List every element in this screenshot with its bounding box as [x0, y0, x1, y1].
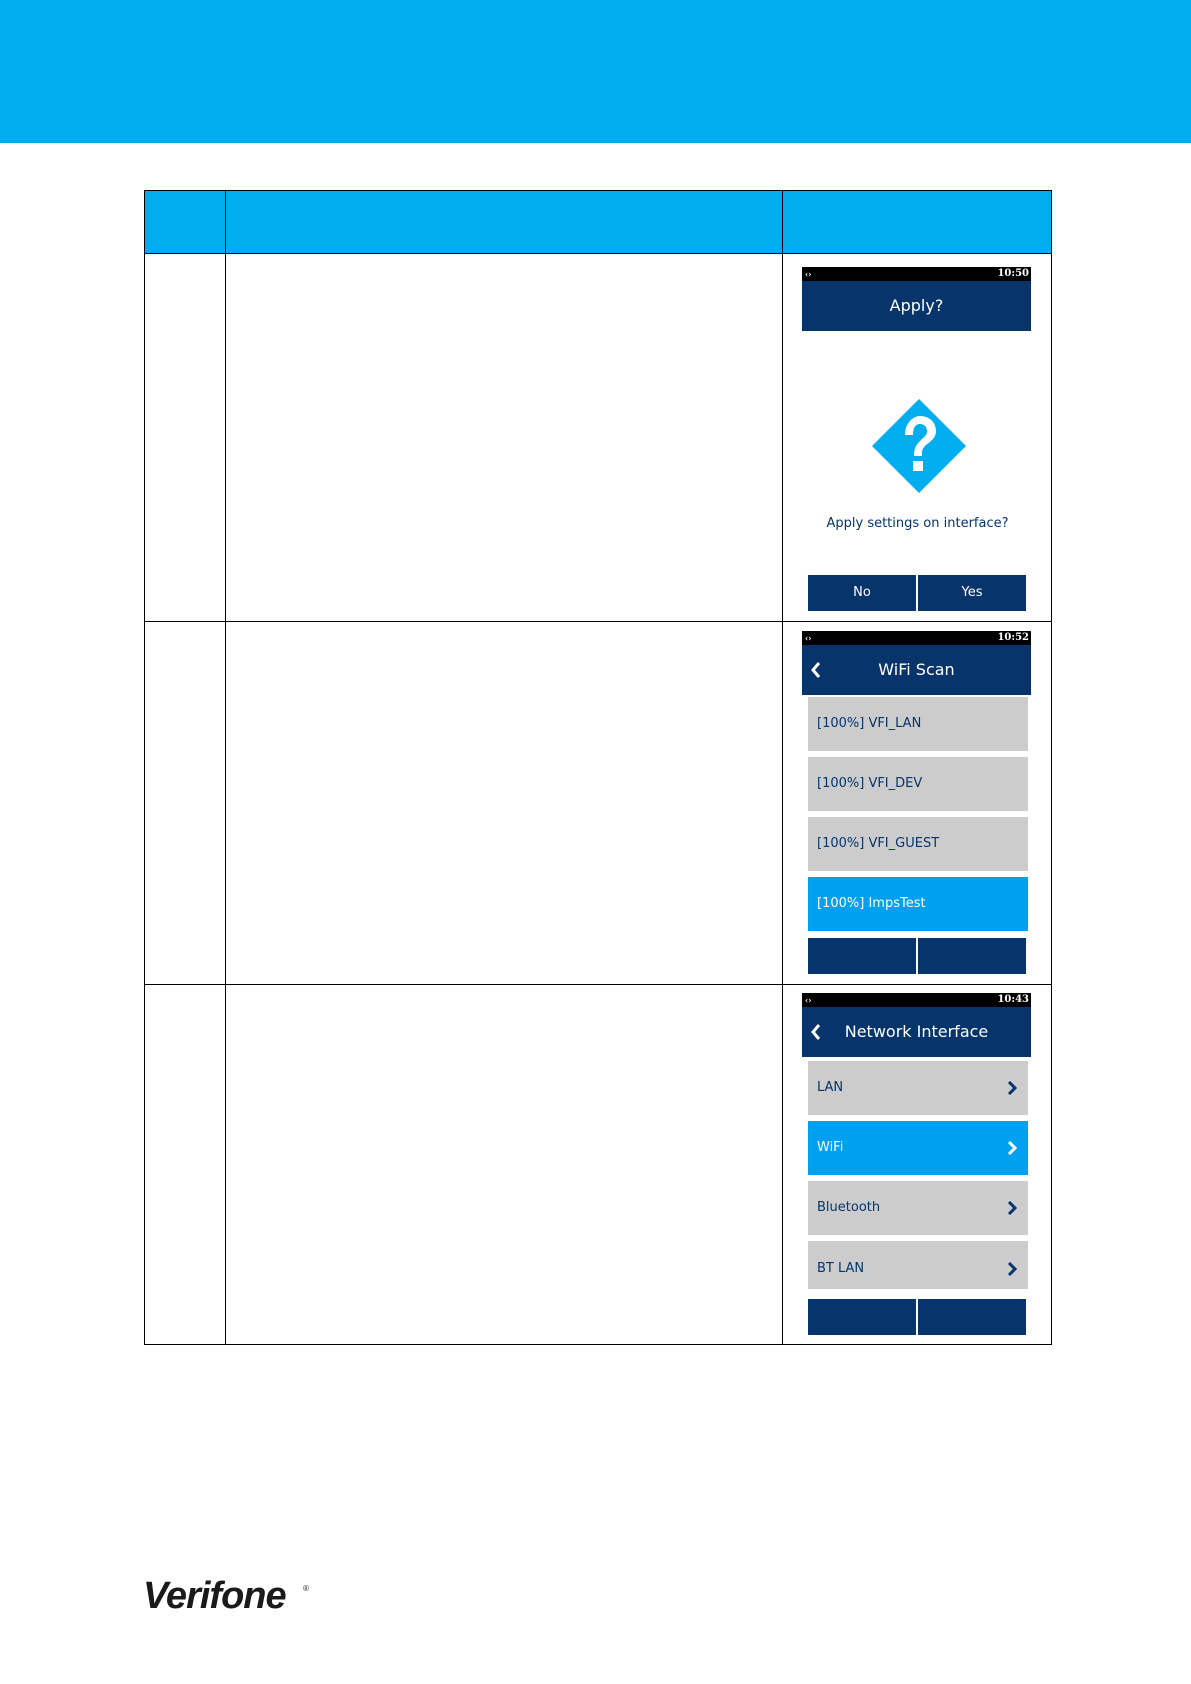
- interface-label: BT LAN: [817, 1261, 865, 1276]
- back-chevron-icon[interactable]: [809, 1022, 823, 1042]
- interface-item-bluetooth[interactable]: [808, 1181, 1028, 1235]
- soft-button-row: [808, 1299, 1026, 1335]
- table-header-row: [145, 191, 1051, 254]
- logo-wordmark: Verifone: [143, 1575, 286, 1615]
- chevron-right-icon: [1007, 1201, 1017, 1215]
- right-soft-button[interactable]: [918, 938, 1026, 974]
- back-chevron-icon[interactable]: [809, 660, 823, 680]
- question-diamond-icon: [871, 398, 967, 494]
- status-bar: [802, 631, 1031, 645]
- wifi-network-label: [100%] VFI_LAN: [817, 716, 922, 731]
- dialog-button-row: [808, 575, 1026, 611]
- chevron-right-icon: [1007, 1262, 1017, 1276]
- yes-button[interactable]: Yes: [918, 575, 1026, 611]
- interface-label: WiFi: [817, 1140, 844, 1155]
- interface-label: Bluetooth: [817, 1200, 881, 1215]
- status-bar: [802, 993, 1031, 1007]
- screen-title-bar: [802, 1007, 1031, 1057]
- chevron-right-icon: [1007, 1081, 1017, 1095]
- status-time: 10:43: [997, 994, 1029, 1005]
- status-time: 10:52: [997, 632, 1029, 643]
- apply-screen: [802, 267, 1031, 617]
- interface-label: LAN: [817, 1080, 844, 1095]
- right-soft-button[interactable]: [918, 1299, 1026, 1335]
- screen-title-bar: [802, 645, 1031, 695]
- no-button[interactable]: No: [808, 575, 916, 611]
- row-divider: [145, 621, 1051, 622]
- network-status-icon: ‹›: [805, 633, 812, 643]
- interface-item-bt-lan[interactable]: [808, 1241, 1028, 1289]
- logo-registered-mark: ®: [303, 1584, 309, 1593]
- network-interface-screen: [802, 993, 1031, 1338]
- wifi-network-item[interactable]: [808, 817, 1028, 871]
- wifi-network-label: [100%] VFI_GUEST: [817, 836, 940, 851]
- chevron-right-icon: [1007, 1141, 1017, 1155]
- column-divider: [225, 191, 226, 1344]
- wifi-scan-screen: [802, 631, 1031, 976]
- interface-item-wifi[interactable]: [808, 1121, 1028, 1175]
- dialog-message: Apply settings on interface?: [826, 516, 1009, 531]
- steps-table: [144, 190, 1052, 1345]
- soft-button-row: [808, 938, 1026, 974]
- left-soft-button[interactable]: [808, 1299, 916, 1335]
- network-status-icon: ‹›: [805, 269, 812, 279]
- row-divider: [145, 984, 1051, 985]
- left-soft-button[interactable]: [808, 938, 916, 974]
- screen-title: Network Interface: [844, 1022, 989, 1041]
- wifi-network-item[interactable]: [808, 697, 1028, 751]
- wifi-network-item-selected[interactable]: [808, 877, 1028, 931]
- verifone-logo: [143, 1575, 313, 1615]
- wifi-network-item[interactable]: [808, 757, 1028, 811]
- screen-title-bar: [802, 281, 1031, 331]
- network-status-icon: ‹›: [805, 995, 812, 1005]
- status-time: 10:50: [997, 268, 1029, 279]
- wifi-network-label: [100%] ImpsTest: [817, 896, 926, 911]
- top-banner: [0, 0, 1191, 143]
- screen-title: WiFi Scan: [878, 660, 955, 679]
- status-bar: [802, 267, 1031, 281]
- wifi-network-label: [100%] VFI_DEV: [817, 776, 923, 791]
- column-divider: [782, 191, 783, 1344]
- screen-title: Apply?: [889, 296, 944, 315]
- interface-item-lan[interactable]: [808, 1061, 1028, 1115]
